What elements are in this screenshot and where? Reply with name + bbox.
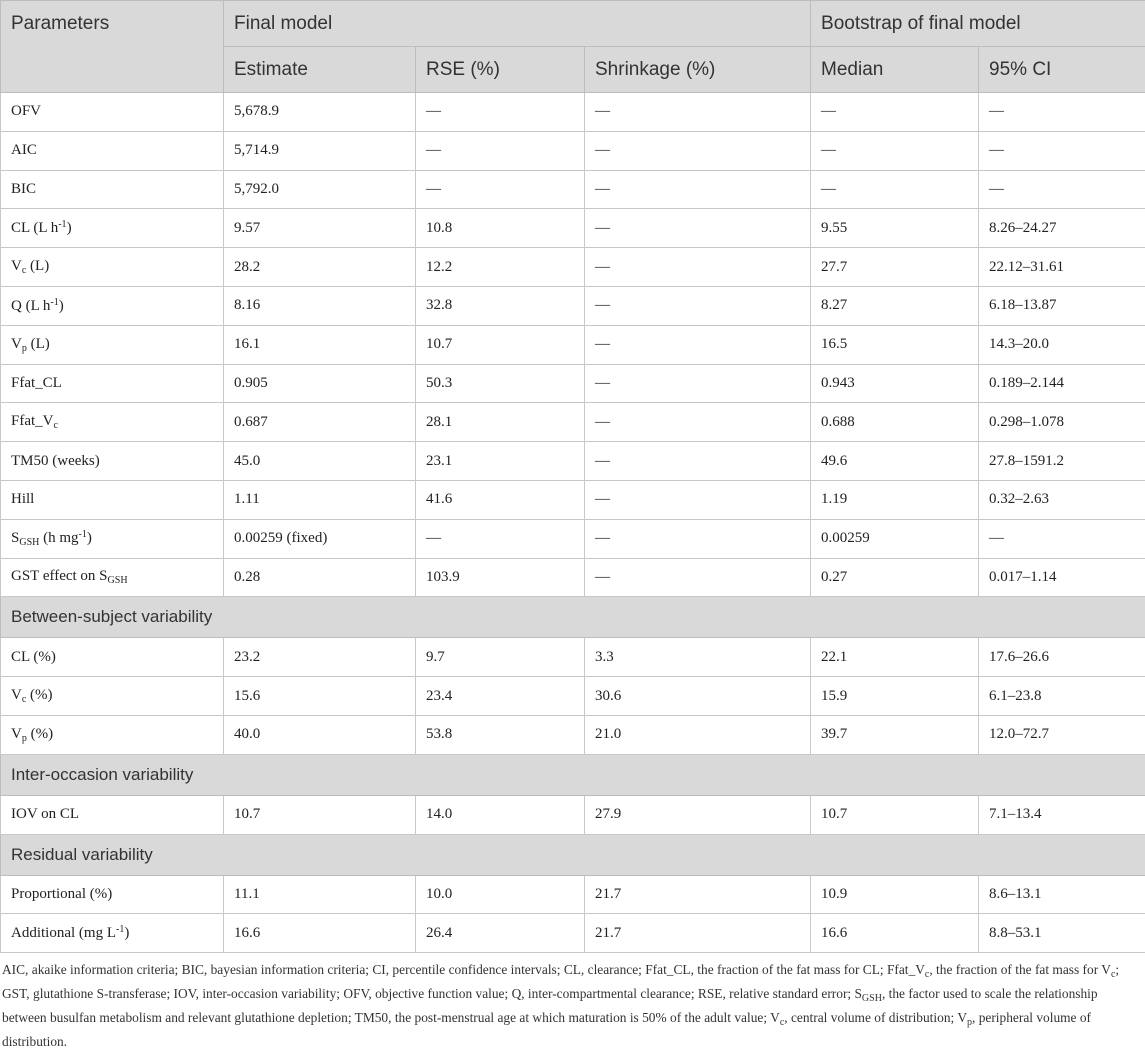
median-cell: 0.00259	[811, 519, 979, 558]
estimate-cell: 16.6	[224, 914, 416, 953]
estimate-cell: 15.6	[224, 677, 416, 716]
table-row	[1, 403, 1145, 442]
section-title: Residual variability	[1, 834, 1145, 875]
table-row	[1, 914, 1145, 953]
header-bootstrap: Bootstrap of final model	[811, 1, 1145, 47]
median-cell: 10.9	[811, 875, 979, 914]
table-row	[1, 248, 1145, 287]
table-row	[1, 480, 1145, 519]
ci-cell: 8.8–53.1	[979, 914, 1145, 953]
shrinkage-cell: —	[585, 519, 811, 558]
rse-cell: 23.1	[416, 442, 585, 481]
table-row	[1, 677, 1145, 716]
shrinkage-cell: —	[585, 248, 811, 287]
header-median: Median	[811, 47, 979, 93]
median-cell: 49.6	[811, 442, 979, 481]
header-estimate: Estimate	[224, 47, 416, 93]
param-cell: Proportional (%)	[1, 875, 224, 914]
table-footnote: AIC, akaike information criteria; BIC, bayesian information criteria; CI, percentile confidence intervals; CL, clearance; Ffat_CL, the fraction of the fat mass for CL; $Ffat\_V_c$, the fraction of the fat mass for $V_c$; GST, glutathione S-transferase; IOV, inter-occasion variability; OFV, objective function value; Q, inter-compartmental clearance; RSE, relative standard error; $S_{GSH}$, the factor used to scale the relationship between busulfan metabolism and relevant glutathione depletion; TM50, the post-menstrual age at which maturation is 50% of the adult value; $V_c$, central volume of distribution; $V_p$, peripheral volume of distribution.	[0, 960, 1140, 1051]
median-cell: 39.7	[811, 715, 979, 754]
median-cell: 8.27	[811, 286, 979, 325]
table-row	[1, 715, 1145, 754]
ci-cell: 0.017–1.14	[979, 558, 1145, 597]
shrinkage-cell: —	[585, 558, 811, 597]
header-final-model: Final model	[224, 1, 811, 47]
median-cell: 0.943	[811, 364, 979, 403]
param-cell: $S_{GSH}$ (h $mg^{-1}$)	[1, 519, 224, 558]
estimate-cell: 10.7	[224, 795, 416, 834]
estimate-cell: 9.57	[224, 209, 416, 248]
median-cell: 22.1	[811, 638, 979, 677]
param-cell: $V_p$ (%)	[1, 715, 224, 754]
table-row	[1, 131, 1145, 170]
param-cell: TM50 (weeks)	[1, 442, 224, 481]
section-row-bsv	[1, 597, 1145, 638]
ci-cell: 8.26–24.27	[979, 209, 1145, 248]
rse-cell: 50.3	[416, 364, 585, 403]
ci-cell: 6.18–13.87	[979, 286, 1145, 325]
shrinkage-cell: —	[585, 286, 811, 325]
ci-cell: 0.32–2.63	[979, 480, 1145, 519]
param-cell: Additional (mg $L^{-1}$)	[1, 914, 224, 953]
section-row-iov	[1, 754, 1145, 795]
shrinkage-cell: 21.0	[585, 715, 811, 754]
median-cell: 0.27	[811, 558, 979, 597]
estimate-cell: 45.0	[224, 442, 416, 481]
estimate-cell: 16.1	[224, 325, 416, 364]
param-cell: Q (L $h^{-1}$)	[1, 286, 224, 325]
shrinkage-cell: —	[585, 364, 811, 403]
header-parameters: Parameters	[1, 1, 224, 93]
param-cell: $Ffat\_V_c$	[1, 403, 224, 442]
rse-cell: 23.4	[416, 677, 585, 716]
shrinkage-cell: —	[585, 480, 811, 519]
param-cell: $V_p$ (L)	[1, 325, 224, 364]
ci-cell: 12.0–72.7	[979, 715, 1145, 754]
median-cell: 9.55	[811, 209, 979, 248]
param-cell: GST effect on $S_{GSH}$	[1, 558, 224, 597]
rse-cell: 53.8	[416, 715, 585, 754]
median-cell: —	[811, 93, 979, 132]
ci-cell: —	[979, 93, 1145, 132]
estimate-cell: 5,714.9	[224, 131, 416, 170]
estimate-cell: 40.0	[224, 715, 416, 754]
median-cell: 15.9	[811, 677, 979, 716]
ci-cell: 14.3–20.0	[979, 325, 1145, 364]
rse-cell: —	[416, 519, 585, 558]
ci-cell: —	[979, 131, 1145, 170]
header-row-top	[1, 1, 1145, 47]
table-row	[1, 519, 1145, 558]
shrinkage-cell: 21.7	[585, 914, 811, 953]
rse-cell: —	[416, 131, 585, 170]
table-row	[1, 93, 1145, 132]
rse-cell: 28.1	[416, 403, 585, 442]
median-cell: 16.6	[811, 914, 979, 953]
table-row	[1, 875, 1145, 914]
rse-cell: 9.7	[416, 638, 585, 677]
param-cell: CL (%)	[1, 638, 224, 677]
section-title: Inter-occasion variability	[1, 754, 1145, 795]
shrinkage-cell: 30.6	[585, 677, 811, 716]
median-cell: 27.7	[811, 248, 979, 287]
estimate-cell: 5,792.0	[224, 170, 416, 209]
rse-cell: —	[416, 170, 585, 209]
table-row	[1, 170, 1145, 209]
rse-cell: 103.9	[416, 558, 585, 597]
table-row	[1, 558, 1145, 597]
ci-cell: —	[979, 170, 1145, 209]
param-cell: OFV	[1, 93, 224, 132]
median-cell: 16.5	[811, 325, 979, 364]
rse-cell: 41.6	[416, 480, 585, 519]
median-cell: —	[811, 170, 979, 209]
param-cell: CL (L $h^{-1}$)	[1, 209, 224, 248]
table-row	[1, 325, 1145, 364]
param-cell: Ffat_CL	[1, 364, 224, 403]
param-cell: $V_c$ (%)	[1, 677, 224, 716]
ci-cell: 27.8–1591.2	[979, 442, 1145, 481]
median-cell: 0.688	[811, 403, 979, 442]
shrinkage-cell: —	[585, 93, 811, 132]
ci-cell: 17.6–26.6	[979, 638, 1145, 677]
section-title: Between-subject variability	[1, 597, 1145, 638]
section-row-residual	[1, 834, 1145, 875]
estimate-cell: 5,678.9	[224, 93, 416, 132]
estimate-cell: 28.2	[224, 248, 416, 287]
rse-cell: 12.2	[416, 248, 585, 287]
estimate-cell: 1.11	[224, 480, 416, 519]
estimate-cell: 23.2	[224, 638, 416, 677]
ci-cell: 22.12–31.61	[979, 248, 1145, 287]
shrinkage-cell: 27.9	[585, 795, 811, 834]
table-row	[1, 364, 1145, 403]
shrinkage-cell: —	[585, 403, 811, 442]
rse-cell: —	[416, 93, 585, 132]
estimate-cell: 8.16	[224, 286, 416, 325]
rse-cell: 26.4	[416, 914, 585, 953]
header-shrinkage: Shrinkage (%)	[585, 47, 811, 93]
param-cell: Hill	[1, 480, 224, 519]
median-cell: 1.19	[811, 480, 979, 519]
median-cell: —	[811, 131, 979, 170]
ci-cell: 7.1–13.4	[979, 795, 1145, 834]
estimate-cell: 0.00259 (fixed)	[224, 519, 416, 558]
estimate-cell: 0.687	[224, 403, 416, 442]
rse-cell: 10.8	[416, 209, 585, 248]
ci-cell: 8.6–13.1	[979, 875, 1145, 914]
header-rse: RSE (%)	[416, 47, 585, 93]
rse-cell: 10.7	[416, 325, 585, 364]
param-cell: BIC	[1, 170, 224, 209]
estimate-cell: 0.905	[224, 364, 416, 403]
param-cell: AIC	[1, 131, 224, 170]
shrinkage-cell: 21.7	[585, 875, 811, 914]
ci-cell: 6.1–23.8	[979, 677, 1145, 716]
estimate-cell: 11.1	[224, 875, 416, 914]
ci-cell: 0.298–1.078	[979, 403, 1145, 442]
shrinkage-cell: 3.3	[585, 638, 811, 677]
param-cell: IOV on CL	[1, 795, 224, 834]
header-ci: 95% CI	[979, 47, 1145, 93]
shrinkage-cell: —	[585, 131, 811, 170]
table-row	[1, 795, 1145, 834]
rse-cell: 14.0	[416, 795, 585, 834]
table-row	[1, 286, 1145, 325]
rse-cell: 10.0	[416, 875, 585, 914]
table-row	[1, 638, 1145, 677]
estimate-cell: 0.28	[224, 558, 416, 597]
param-cell: $V_c$ (L)	[1, 248, 224, 287]
table-row	[1, 442, 1145, 481]
table-row	[1, 209, 1145, 248]
shrinkage-cell: —	[585, 209, 811, 248]
rse-cell: 32.8	[416, 286, 585, 325]
median-cell: 10.7	[811, 795, 979, 834]
shrinkage-cell: —	[585, 325, 811, 364]
ci-cell: 0.189–2.144	[979, 364, 1145, 403]
shrinkage-cell: —	[585, 442, 811, 481]
shrinkage-cell: —	[585, 170, 811, 209]
ci-cell: —	[979, 519, 1145, 558]
